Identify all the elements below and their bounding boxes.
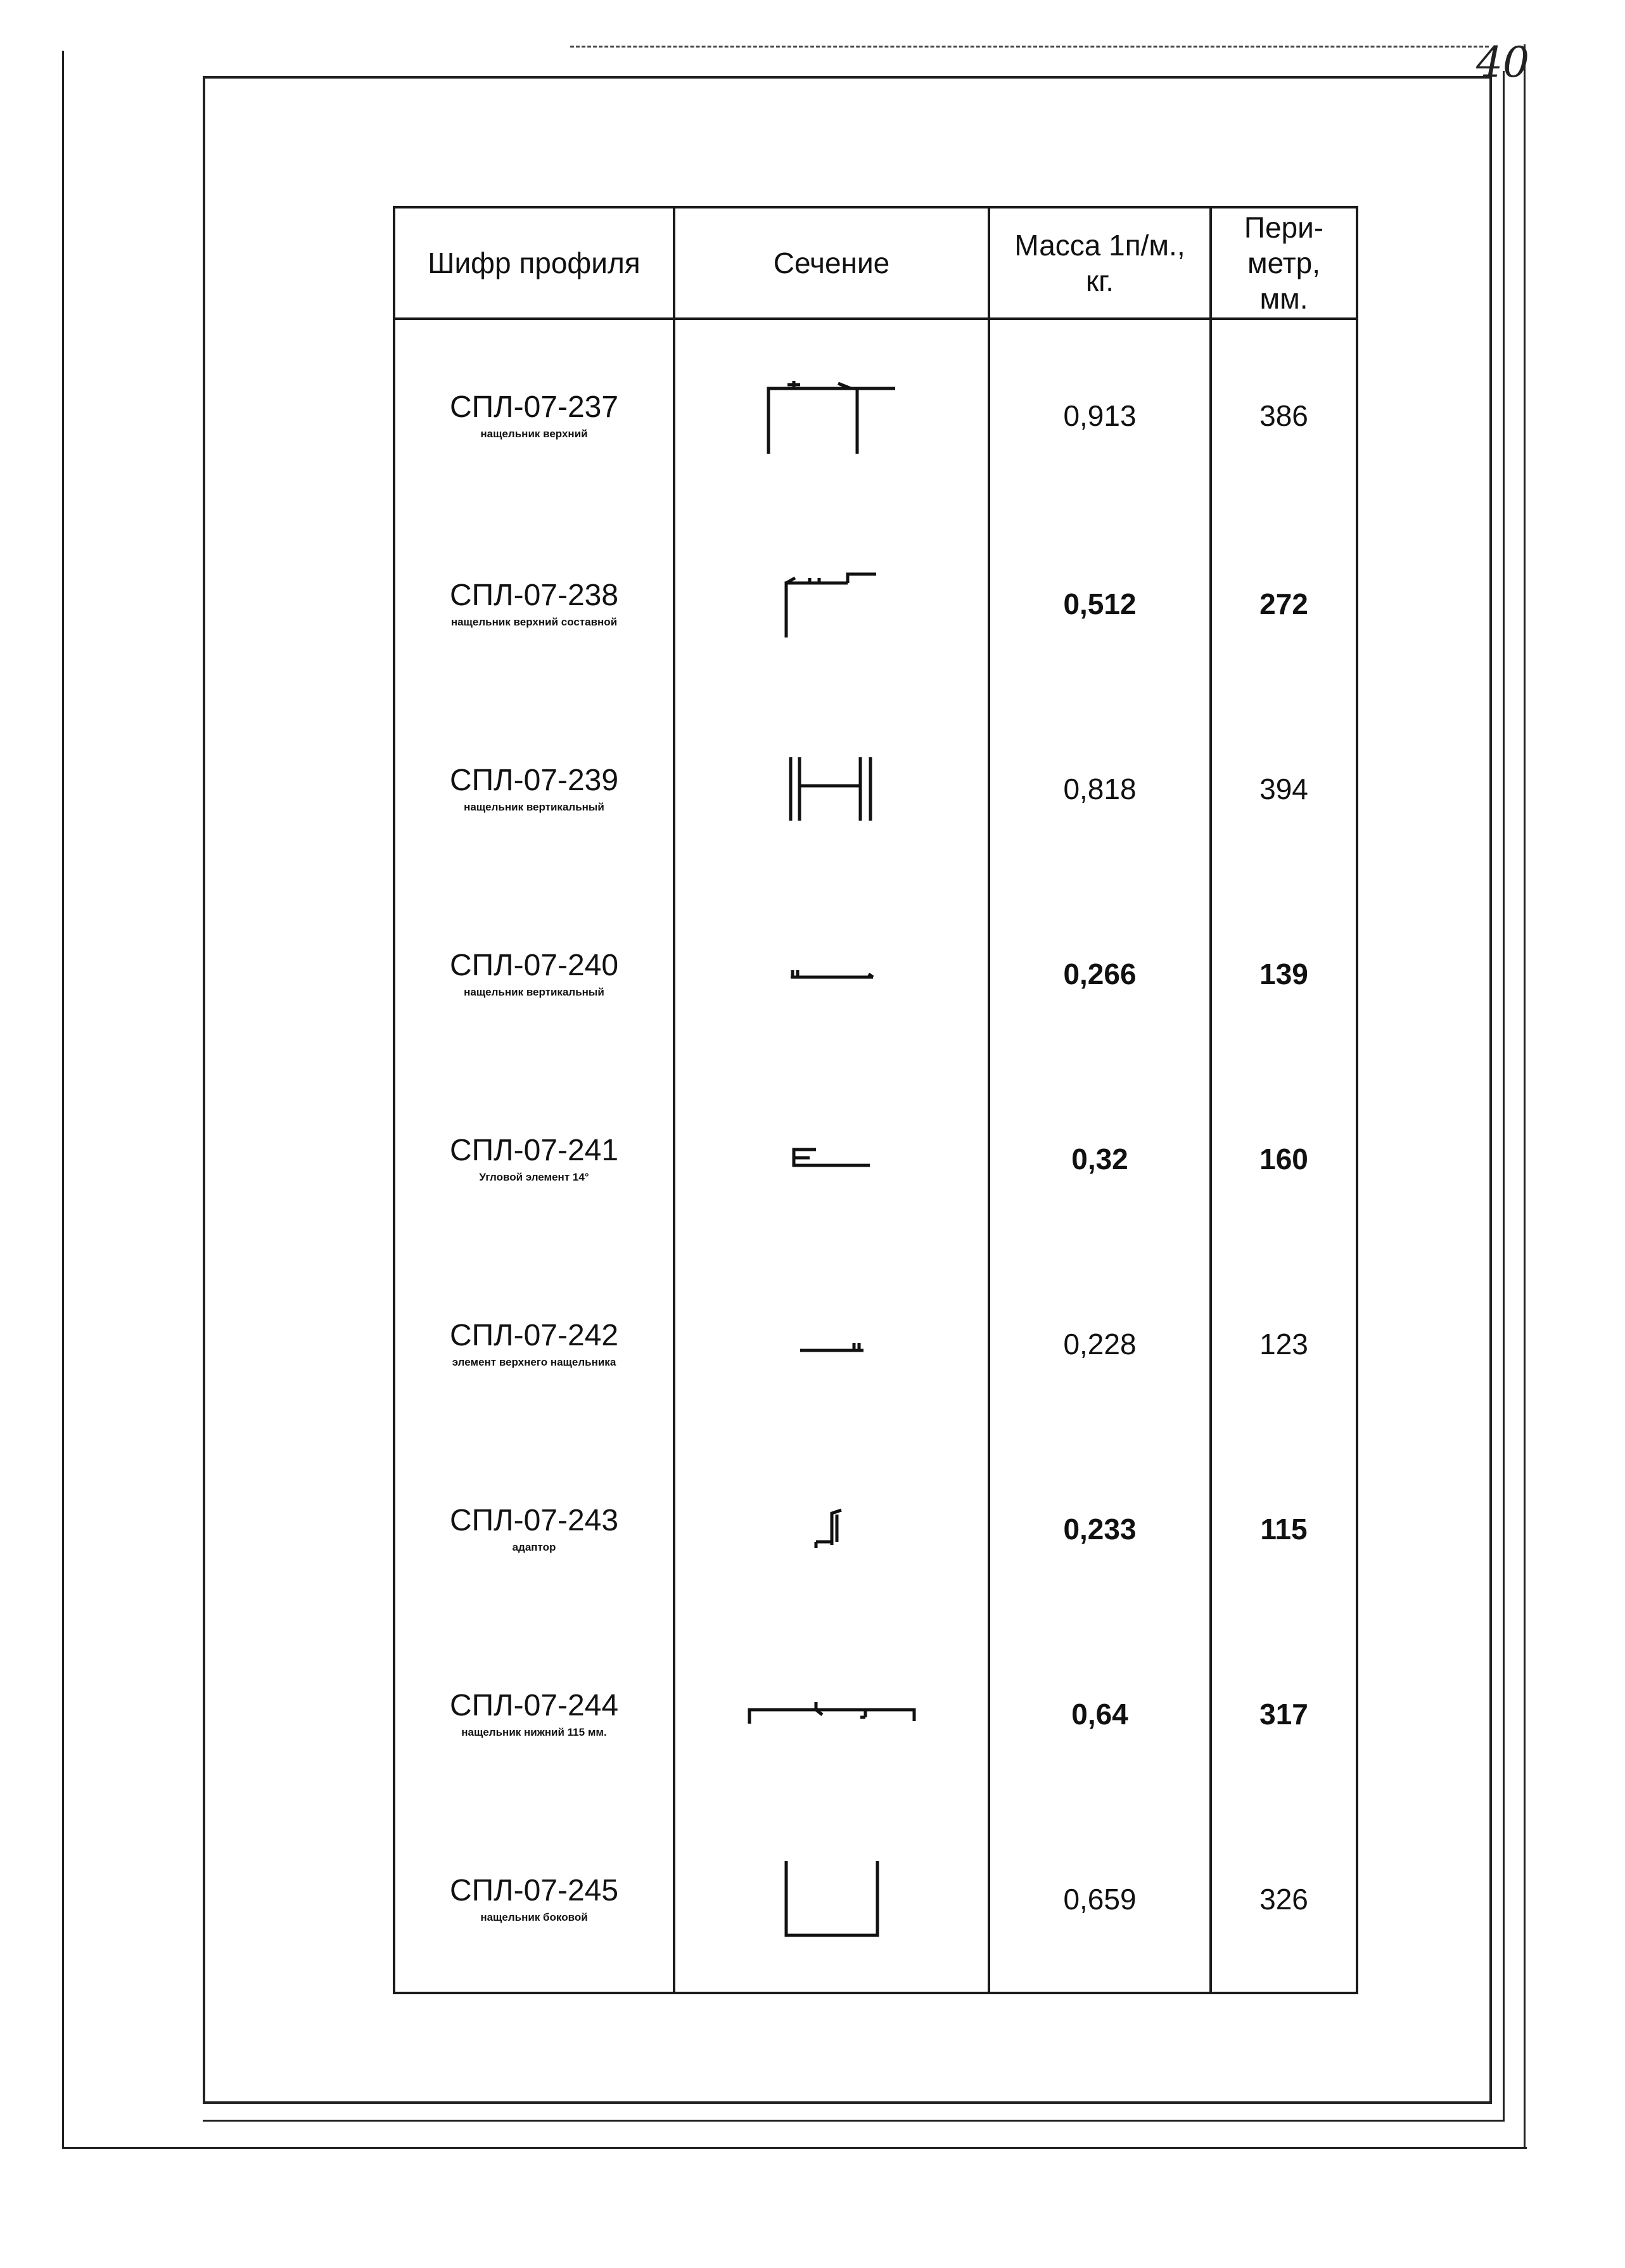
mass-cell: [989, 1252, 1211, 1437]
profile-desc: нащельник вертикальный: [464, 986, 604, 999]
profile-code: СПЛ-07-241: [449, 1133, 619, 1167]
mass-value: 0,913: [1063, 399, 1137, 432]
frame-top-line: [570, 46, 1489, 48]
header-code: Шифр профиля: [394, 207, 674, 319]
mass-value: 0,512: [1063, 587, 1137, 620]
profile-241-icon: [791, 1146, 873, 1172]
perimeter-cell: [1211, 881, 1357, 1067]
code-cell: [394, 1807, 674, 1993]
section-cell: [674, 1807, 989, 1993]
profile-code: СПЛ-07-237: [449, 390, 619, 424]
profile-242-icon: [797, 1333, 867, 1355]
code-cell: [394, 1252, 674, 1437]
profile-code: СПЛ-07-245: [449, 1873, 619, 1907]
code-cell: [394, 1067, 674, 1252]
code-cell: [394, 1437, 674, 1622]
perimeter-cell: [1211, 319, 1357, 511]
mass-cell: [989, 881, 1211, 1067]
table-header-row: [394, 207, 1357, 319]
perimeter-value: 139: [1259, 958, 1308, 990]
profile-desc: адаптор: [512, 1541, 556, 1554]
table-row: [394, 319, 1357, 511]
frame-outer-right: [1524, 44, 1526, 2148]
perimeter-cell: [1211, 1437, 1357, 1622]
table-row: [394, 1437, 1357, 1622]
profile-code: СПЛ-07-239: [449, 763, 619, 797]
profile-code: СПЛ-07-240: [449, 948, 619, 982]
section-cell: [674, 1067, 989, 1252]
perimeter-cell: [1211, 1807, 1357, 1993]
profile-240-icon: [787, 961, 876, 987]
mass-cell: [989, 1622, 1211, 1807]
profile-desc: нащельник верхний: [480, 428, 588, 440]
frame-inner-bottom-double: [203, 2120, 1505, 2122]
section-cell: [674, 1437, 989, 1622]
profile-code: СПЛ-07-238: [449, 578, 619, 612]
profile-243-icon: [813, 1507, 851, 1551]
perimeter-cell: [1211, 1622, 1357, 1807]
perimeter-cell: [1211, 1252, 1357, 1437]
header-section: Сечение: [674, 207, 989, 319]
profile-code: СПЛ-07-243: [449, 1503, 619, 1537]
page-number: 40: [1476, 38, 1529, 87]
perimeter-value: 394: [1259, 772, 1308, 805]
perimeter-cell: [1211, 1067, 1357, 1252]
frame-outer-left: [62, 51, 64, 2148]
perimeter-cell: [1211, 511, 1357, 696]
perimeter-value: 272: [1259, 587, 1308, 620]
table-row: [394, 881, 1357, 1067]
profile-desc: нащельник вертикальный: [464, 801, 604, 814]
profile-code: СПЛ-07-242: [449, 1318, 619, 1352]
table-row: [394, 511, 1357, 696]
mass-cell: [989, 319, 1211, 511]
section-cell: [674, 511, 989, 696]
mass-value: 0,32: [1071, 1143, 1128, 1176]
table-row: [394, 1622, 1357, 1807]
perimeter-value: 386: [1259, 399, 1308, 432]
table-row: [394, 1807, 1357, 1993]
section-cell: [674, 1622, 989, 1807]
table-row: [394, 696, 1357, 881]
profile-237-icon: [762, 375, 902, 457]
mass-value: 0,64: [1071, 1698, 1128, 1731]
frame-inner-right-double: [1503, 71, 1505, 2121]
header-mass: Масса 1п/м., кг.: [989, 207, 1211, 319]
mass-cell: [989, 696, 1211, 881]
mass-value: 0,266: [1063, 958, 1137, 990]
perimeter-value: 115: [1260, 1513, 1308, 1546]
perimeter-value: 160: [1259, 1143, 1308, 1176]
section-cell: [674, 1252, 989, 1437]
code-cell: [394, 696, 674, 881]
profiles-table: [393, 206, 1358, 1994]
code-cell: [394, 881, 674, 1067]
perimeter-value: 317: [1259, 1698, 1308, 1731]
profile-244-icon: [746, 1698, 917, 1730]
profile-desc: нащельник нижний 115 мм.: [461, 1726, 607, 1739]
profile-238-icon: [781, 569, 883, 639]
profile-code: СПЛ-07-244: [449, 1688, 619, 1722]
table-row: [394, 1252, 1357, 1437]
mass-value: 0,818: [1063, 772, 1137, 805]
perimeter-value: 123: [1259, 1328, 1308, 1361]
profile-desc: Угловой элемент 14°: [479, 1171, 589, 1184]
frame-outer-bottom: [62, 2147, 1527, 2149]
section-cell: [674, 696, 989, 881]
code-cell: [394, 319, 674, 511]
profile-239-icon: [784, 754, 879, 824]
mass-value: 0,233: [1063, 1513, 1137, 1546]
mass-value: 0,228: [1063, 1328, 1137, 1361]
mass-cell: [989, 1807, 1211, 1993]
perimeter-cell: [1211, 696, 1357, 881]
profile-desc: нащельник верхний составной: [450, 616, 618, 629]
perimeter-value: 326: [1259, 1883, 1308, 1916]
section-cell: [674, 881, 989, 1067]
mass-cell: [989, 511, 1211, 696]
mass-cell: [989, 1437, 1211, 1622]
table-row: [394, 1067, 1357, 1252]
mass-cell: [989, 1067, 1211, 1252]
mass-value: 0,659: [1063, 1883, 1137, 1916]
code-cell: [394, 511, 674, 696]
code-cell: [394, 1622, 674, 1807]
profile-desc: нащельник боковой: [480, 1911, 588, 1924]
profile-245-icon: [781, 1858, 883, 1940]
profile-desc: элемент верхнего нащельника: [452, 1356, 616, 1369]
header-perimeter: Пери- метр, мм.: [1211, 207, 1357, 319]
section-cell: [674, 319, 989, 511]
